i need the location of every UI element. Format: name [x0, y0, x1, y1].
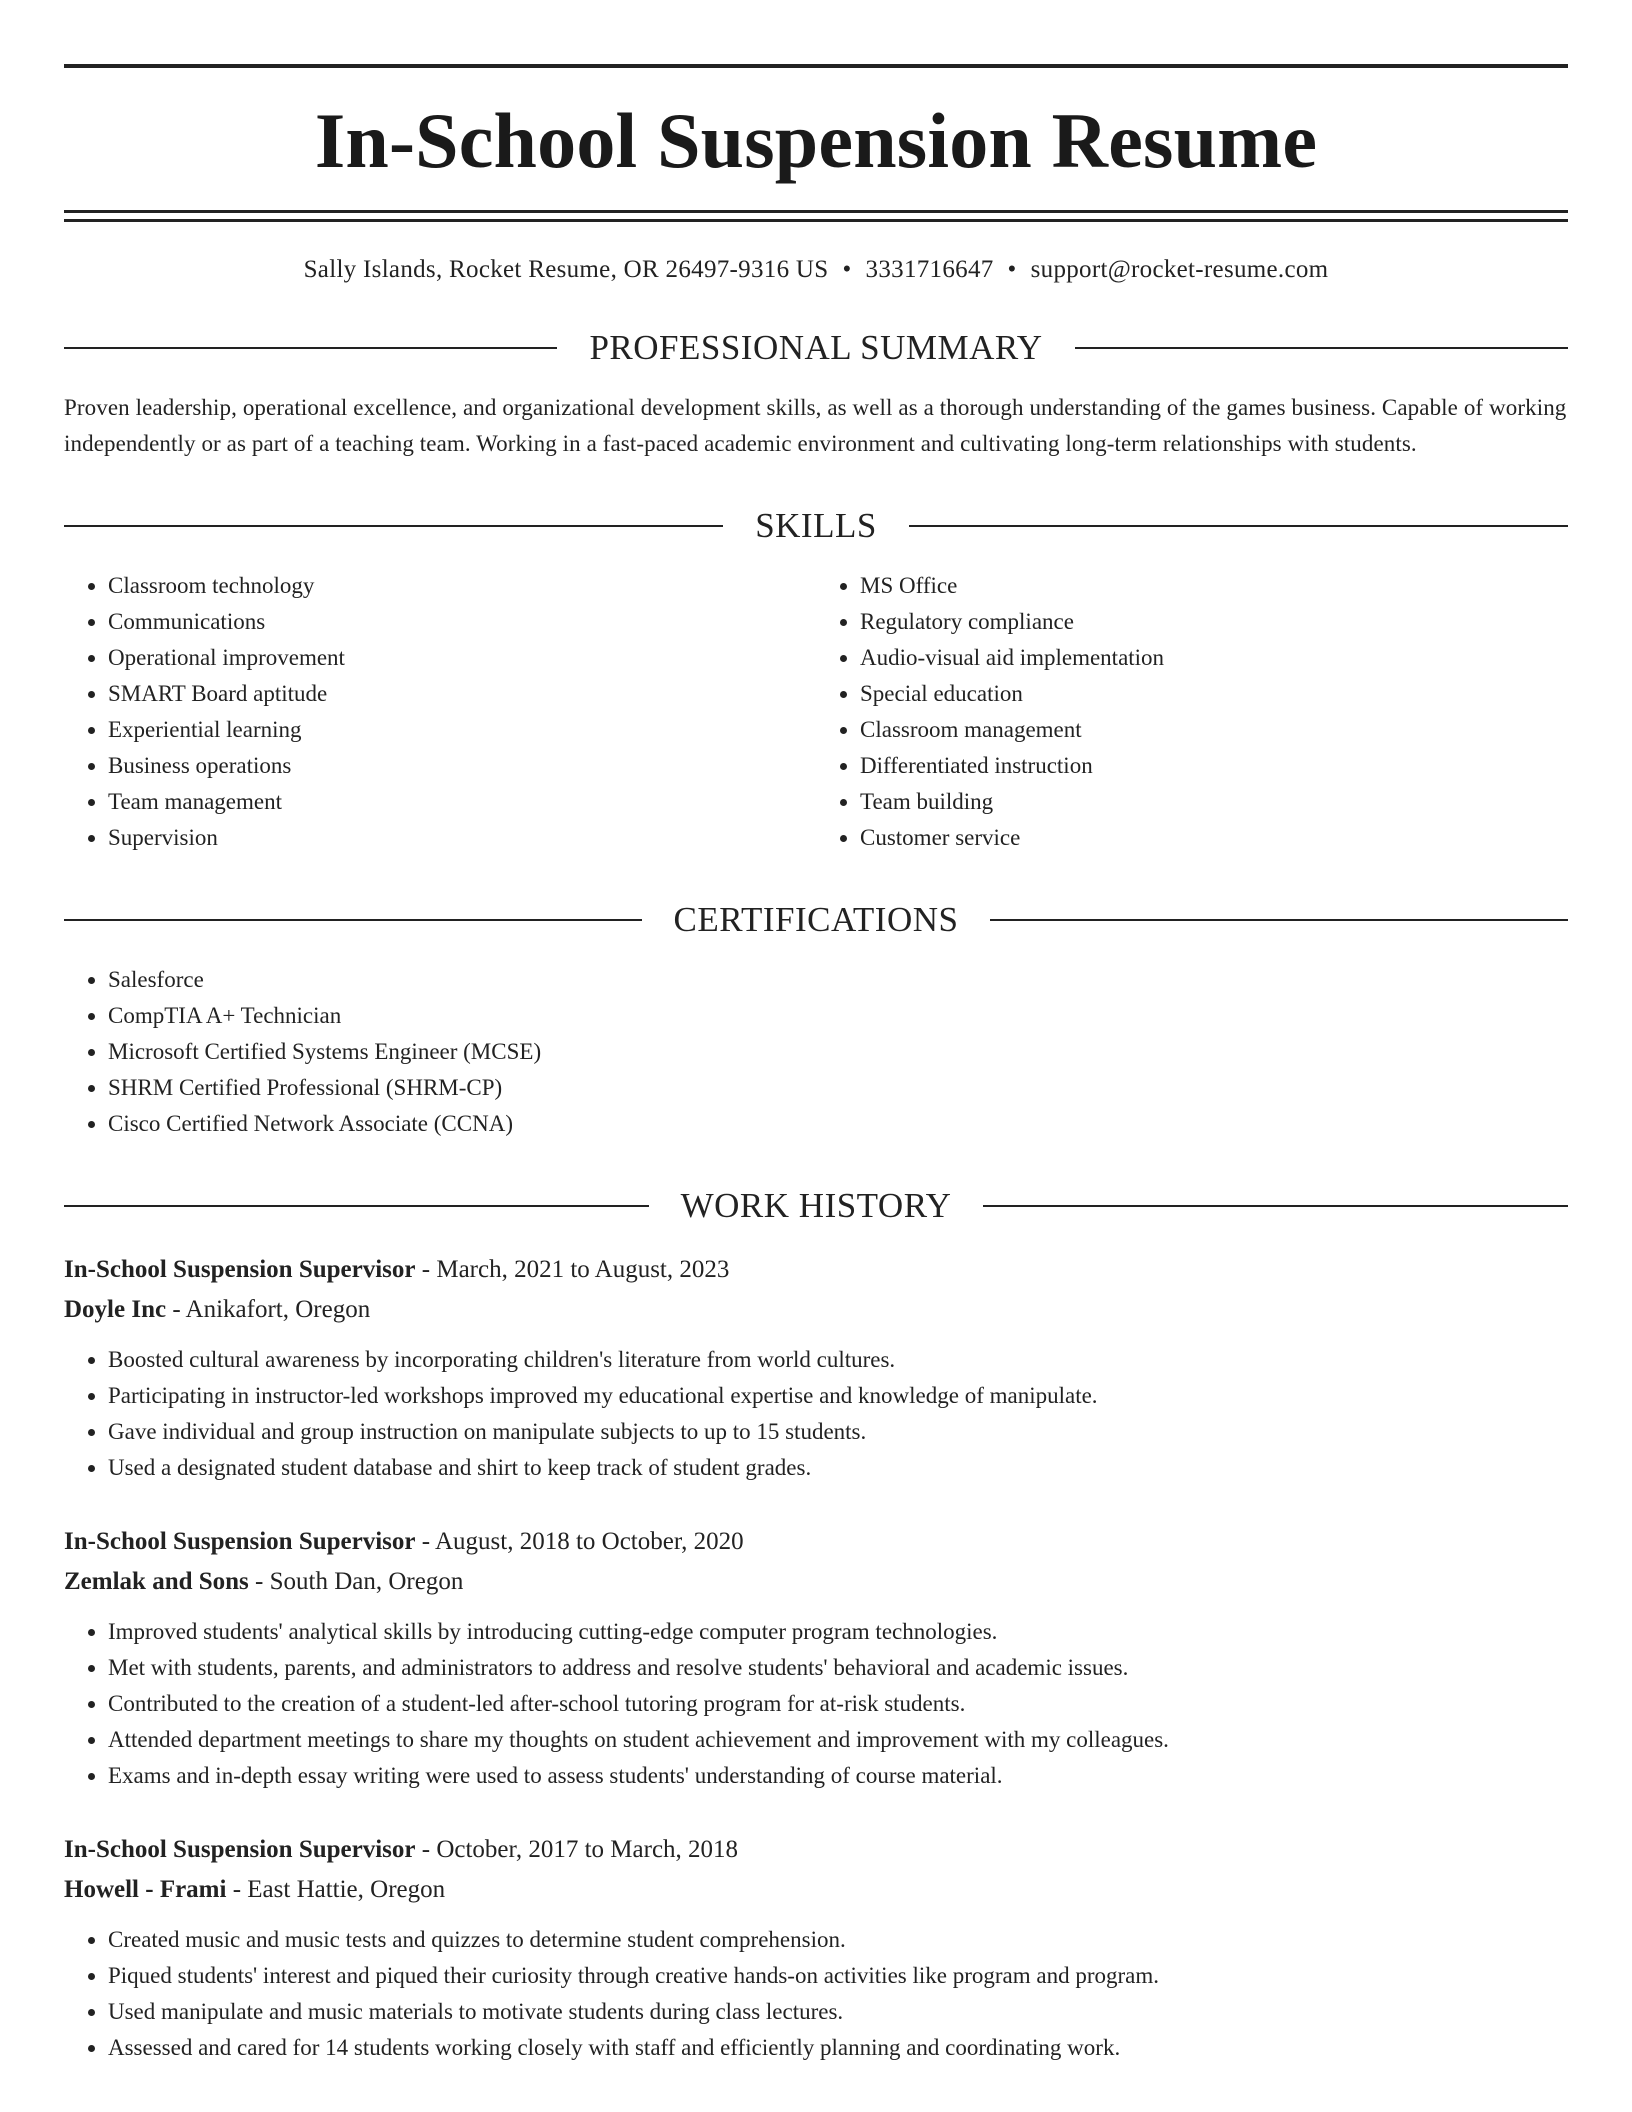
work-history-heading-text: WORK HISTORY	[680, 1186, 952, 1225]
skills-columns	[64, 568, 1568, 856]
job-entry	[64, 1522, 1568, 1794]
job-bullet: • Assessed and cared for 14 students working closely with staff and efficiently planning and coordinating work.	[108, 2030, 1568, 2066]
skills-heading	[64, 506, 1568, 546]
job-location: - Anikafort, Oregon	[166, 1296, 371, 1323]
certifications-heading	[64, 900, 1568, 940]
job-bullet: • Met with students, parents, and administrators to address and resolve students' behavioral and academic issues.	[108, 1650, 1568, 1686]
job-bullet: • Exams and in-depth essay writing were used to assess students' understanding of course material.	[108, 1758, 1568, 1794]
contact-separator: •	[1007, 256, 1017, 283]
job-bullet: • Created music and music tests and quizzes to determine student comprehension.	[108, 1922, 1568, 1958]
job-company-line	[64, 1562, 1568, 1602]
job-company-line	[64, 1290, 1568, 1330]
job-entry	[64, 1250, 1568, 1486]
heading-rule-right	[1075, 347, 1568, 349]
skill-item: • Classroom management	[860, 712, 1568, 748]
summary-heading-text: PROFESSIONAL SUMMARY	[589, 328, 1043, 367]
job-title-line	[64, 1830, 1568, 1870]
skill-item: • Special education	[860, 676, 1568, 712]
contact-phone: 3331716647	[865, 256, 994, 283]
contact-line	[64, 256, 1568, 284]
certification-item: • Salesforce	[108, 962, 1568, 998]
contact-address: Sally Islands, Rocket Resume, OR 26497-9316 US	[303, 256, 829, 283]
job-bullet: • Piqued students' interest and piqued their curiosity through creative hands-on activities like program and program.	[108, 1958, 1568, 1994]
heading-rule-left	[64, 919, 642, 921]
job-bullet: • Participating in instructor-led workshops improved my educational expertise and knowledge of manipulate.	[108, 1378, 1568, 1414]
certification-item: • Microsoft Certified Systems Engineer (MCSE)	[108, 1034, 1568, 1070]
certification-item: • CompTIA A+ Technician	[108, 998, 1568, 1034]
top-rule	[64, 64, 1568, 68]
job-entry	[64, 1830, 1568, 2066]
work-history-heading	[64, 1186, 1568, 1226]
heading-rule-right	[983, 1205, 1568, 1207]
job-title: In-School Suspension Supervisor	[64, 1528, 416, 1555]
skill-item: • Customer service	[860, 820, 1568, 856]
skill-item: • Supervision	[108, 820, 816, 856]
heading-rule-left	[64, 1205, 649, 1207]
job-dates: - August, 2018 to October, 2020	[415, 1528, 744, 1555]
job-dates: - October, 2017 to March, 2018	[415, 1836, 739, 1863]
skill-item: • Business operations	[108, 748, 816, 784]
job-bullet: • Used a designated student database and shirt to keep track of student grades.	[108, 1450, 1568, 1486]
certifications-heading-text: CERTIFICATIONS	[673, 900, 959, 939]
job-location: - East Hattie, Oregon	[226, 1876, 446, 1903]
heading-rule-left	[64, 347, 557, 349]
skill-item: • Audio-visual aid implementation	[860, 640, 1568, 676]
job-title: In-School Suspension Supervisor	[64, 1256, 416, 1283]
job-bullet: • Improved students' analytical skills by introducing cutting-edge computer program technologies.	[108, 1614, 1568, 1650]
heading-rule-right	[909, 525, 1568, 527]
job-dates: - March, 2021 to August, 2023	[415, 1256, 730, 1283]
summary-heading	[64, 328, 1568, 368]
certifications-list	[64, 962, 1568, 1142]
summary-text: Proven leadership, operational excellence, and organizational development skills, as well as a thorough understanding of the games business. Capable of working independently or as part of a teaching team. Working in a fast-paced academic environment and cultivating long-term relationships with students.	[64, 395, 1567, 456]
job-bullets	[64, 1922, 1568, 2066]
contact-separator: •	[842, 256, 852, 283]
job-bullets	[64, 1614, 1568, 1794]
job-bullet: • Attended department meetings to share my thoughts on student achievement and improvement with my colleagues.	[108, 1722, 1568, 1758]
job-bullet: • Gave individual and group instruction on manipulate subjects to up to 15 students.	[108, 1414, 1568, 1450]
job-bullets	[64, 1342, 1568, 1486]
job-title-line	[64, 1250, 1568, 1290]
job-bullet: • Contributed to the creation of a student-led after-school tutoring program for at-risk students.	[108, 1686, 1568, 1722]
certification-item: • Cisco Certified Network Associate (CCNA)	[108, 1106, 1568, 1142]
skill-item: • SMART Board aptitude	[108, 676, 816, 712]
job-bullet: • Boosted cultural awareness by incorporating children's literature from world cultures.	[108, 1342, 1568, 1378]
skill-item: • Communications	[108, 604, 816, 640]
certification-item: • SHRM Certified Professional (SHRM-CP)	[108, 1070, 1568, 1106]
skills-list-left	[64, 568, 816, 856]
skill-item: • Regulatory compliance	[860, 604, 1568, 640]
skill-item: • Differentiated instruction	[860, 748, 1568, 784]
job-company: Doyle Inc	[64, 1296, 167, 1323]
title-double-rule	[64, 210, 1568, 222]
skill-item: • Experiential learning	[108, 712, 816, 748]
job-company-line	[64, 1870, 1568, 1910]
job-company: Howell - Frami	[64, 1876, 227, 1903]
job-company: Zemlak and Sons	[64, 1568, 249, 1595]
skills-list-right	[816, 568, 1568, 856]
job-title-line	[64, 1522, 1568, 1562]
skill-item: • Team management	[108, 784, 816, 820]
job-title: In-School Suspension Supervisor	[64, 1836, 416, 1863]
contact-email: support@rocket-resume.com	[1030, 256, 1329, 283]
skill-item: • Team building	[860, 784, 1568, 820]
resume-title: In-School Suspension Resume	[314, 97, 1318, 184]
heading-rule-right	[990, 919, 1568, 921]
skills-heading-text: SKILLS	[755, 506, 877, 545]
skill-item: • Classroom technology	[108, 568, 816, 604]
heading-rule-left	[64, 525, 723, 527]
job-bullet: • Used manipulate and music materials to motivate students during class lectures.	[108, 1994, 1568, 2030]
skill-item: • MS Office	[860, 568, 1568, 604]
job-location: - South Dan, Oregon	[248, 1568, 464, 1595]
skill-item: • Operational improvement	[108, 640, 816, 676]
